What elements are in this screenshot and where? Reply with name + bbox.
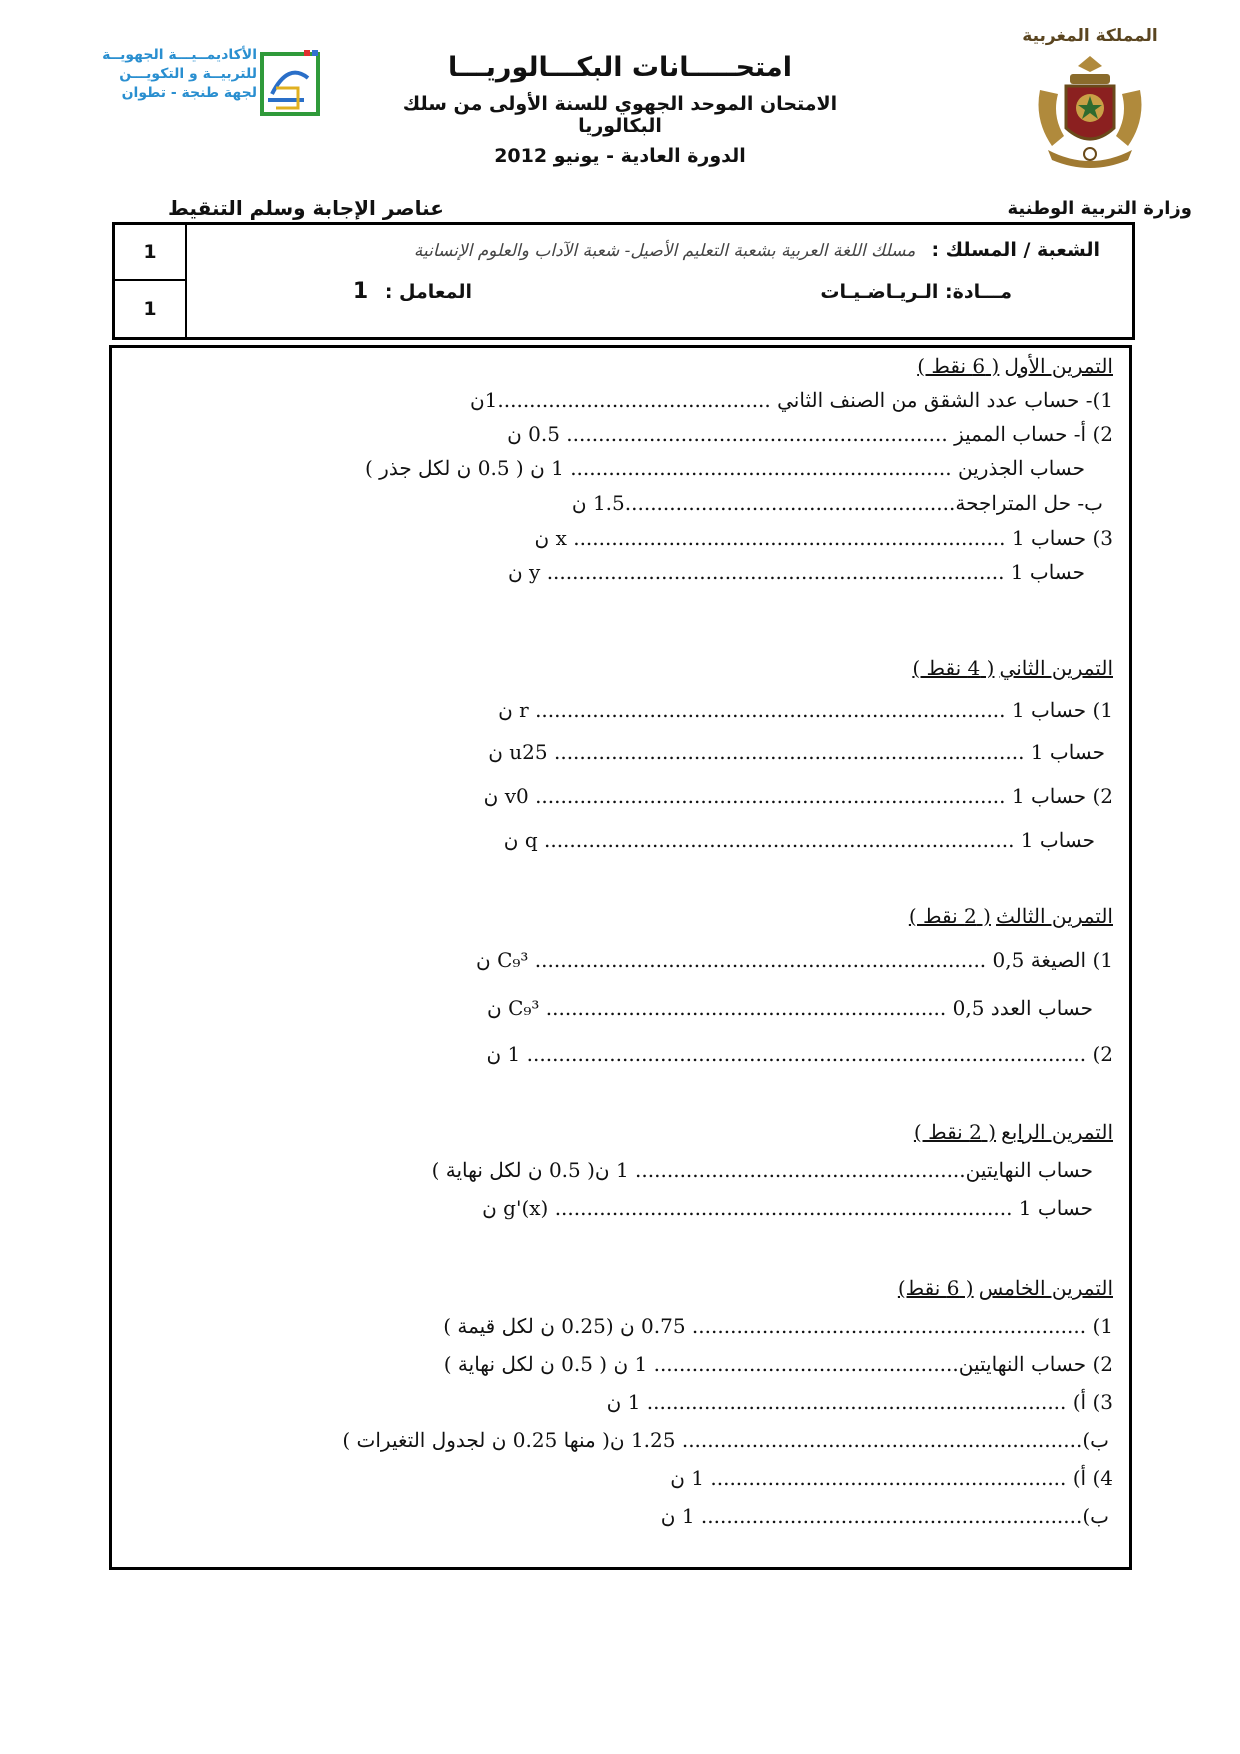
exercise-4-title [914,1120,1113,1144]
academy-name [92,46,257,103]
exercise-title: التمرين الأول [1004,354,1113,378]
answer-row: 2) أ- حساب المميز ............................................................ 0.5 ن [507,422,1113,446]
answer-row: 1) حساب r .......................................................................... 1 ن [498,698,1113,722]
exam-header [360,52,880,167]
academy-emblem-icon [258,48,328,118]
exercise-points: ( 2 نقط ) [908,904,991,928]
exercise-3-title [909,904,1113,928]
answer-row: 1) الصيغة C₉³ ....................................................................... 0,5 ن [476,948,1113,972]
exercise-title: التمرين الخامس [978,1276,1113,1300]
page-column [115,225,187,337]
exercise-points: ( 6 نقط ) [917,354,1000,378]
coefficient-value: 1 [352,279,369,304]
exercise-points: ( 6 نقط) [897,1276,974,1300]
answer-row: ب)............................................................ 1 ن [660,1504,1109,1528]
coefficient-label: المعامل : [384,281,472,303]
exam-session: الدورة العادية - يونيو 2012 [494,145,746,167]
answer-row: ب)............................................................... 1.25 ن( منها 0.25 ن لجدول التغيرات ) [342,1428,1109,1452]
track-value: مسلك اللغة العربية بشعبة التعليم الأصيل- شعبة الآداب والعلوم الإنسانية [413,241,916,261]
answer-row: حساب y ........................................................................ 1 ن [507,560,1085,584]
exam-subtitle: الامتحان الموحد الجهوي للسنة الأولى من سلك البكالوريا [402,93,838,137]
exercise-5-title [898,1276,1113,1300]
academy-line-1: الأكاديمــيـــة الجهويــة [102,47,257,63]
kingdom-label: المملكة المغربية [1022,26,1158,46]
academy-line-2: للتربيــة و التكويـــن [119,66,257,82]
answer-row: حساب g'(x) ........................................................................ 1 ن [482,1196,1093,1220]
coefficient [353,279,472,304]
exercise-points: ( 4 نقط ) [912,656,995,680]
answer-row: 2) حساب v0 .......................................................................... 1 ن [483,784,1113,808]
exercise-title: التمرين الرابع [1001,1120,1113,1144]
answer-row: 2) ........................................................................................ 1 ن [486,1042,1113,1066]
answer-box [109,345,1132,1570]
answers-title: عناصر الإجابة وسلم التنقيط [168,196,444,220]
exercise-points: ( 2 نقط ) [913,1120,997,1144]
answer-row: 2) حساب النهايتين................................................ 1 ن ( 0.5 ن لكل نهاية ) [443,1352,1113,1376]
answer-row: حساب u25 .......................................................................... 1 ن [488,740,1105,764]
track-line [414,239,1100,261]
exercise-2-title [912,656,1113,680]
exam-title: امتحـــــانات البكـــالوريـــا [447,52,793,83]
answer-row: 1)- حساب عدد الشقق من الصنف الثاني ...........................................1ن [469,388,1113,412]
exercise-title: التمرين الثاني [999,656,1113,680]
answer-row: حساب q .......................................................................... 1 ن [503,828,1095,852]
answer-row: حساب العدد C₉³ ............................................................... 0,5 ن [487,996,1093,1020]
page-number-bottom: 1 [143,298,157,320]
answer-row: ب- حل المتراجحة....................................................1.5 ن [571,491,1103,515]
answer-row: 4) أ) ........................................................ 1 ن [670,1466,1113,1490]
exercise-1-title [917,354,1113,378]
page-number-top: 1 [115,225,185,281]
subject-label: مـــادة: الـريـاضـيـات [820,281,1012,303]
info-main [187,225,1132,337]
coat-of-arms-icon [1030,50,1150,174]
answer-row: 3) أ) .................................................................. 1 ن [606,1390,1113,1414]
answer-row: 1) .............................................................. 0.75 ن (0.25 ن لكل قيمة ) [443,1314,1113,1338]
answer-row: 3) حساب x .................................................................... 1 ن [534,526,1113,550]
answer-row: حساب الجذرين ............................................................ 1 ن ( 0.5 ن لكل جذر ) [365,456,1085,480]
answer-row: حساب النهايتين.................................................... 1 ن( 0.5 ن لكل نهاية ) [431,1158,1093,1182]
ministry-label: وزارة التربية الوطنية [1007,198,1192,219]
academy-line-3: لجهة طنجة - تطوان [121,85,257,101]
academy-logo [92,46,332,126]
info-box [112,222,1135,340]
track-label: الشعبة / المسلك : [931,239,1100,261]
exercise-title: التمرين الثالث [996,904,1113,928]
royal-emblem [1020,26,1160,176]
